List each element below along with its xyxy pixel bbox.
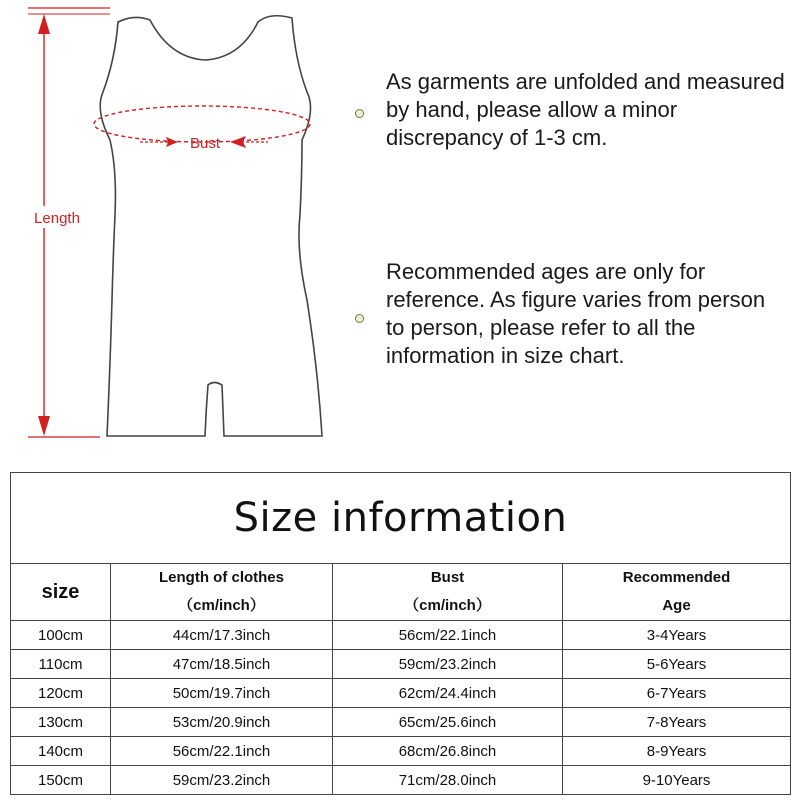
table-row <box>11 737 791 766</box>
cell-size: 130cm <box>11 708 111 737</box>
table-row <box>11 766 791 795</box>
cell-bust: 65cm/25.6inch <box>333 708 563 737</box>
cell-length: 53cm/20.9inch <box>111 708 333 737</box>
table-header-row <box>11 564 791 621</box>
cell-size: 120cm <box>11 679 111 708</box>
table-title-row <box>11 473 791 564</box>
cell-age: 6-7Years <box>563 679 791 708</box>
cell-age: 7-8Years <box>563 708 791 737</box>
header-bust-line1: Bust <box>430 569 465 586</box>
cell-age: 8-9Years <box>563 737 791 766</box>
header-bust-line2: （cm/inch） <box>404 597 491 614</box>
length-label: Length <box>34 210 80 227</box>
table-row <box>11 679 791 708</box>
cell-length: 50cm/19.7inch <box>111 679 333 708</box>
cell-length: 56cm/22.1inch <box>111 737 333 766</box>
header-length <box>111 564 333 621</box>
table-title: Size information <box>11 473 791 564</box>
cell-age: 9-10Years <box>563 766 791 795</box>
table-row <box>11 650 791 679</box>
header-length-line2: （cm/inch） <box>178 597 265 614</box>
header-age-line1: Recommended <box>622 569 731 586</box>
note-measurement-text: As garments are unfolded and measured by hand, please allow a minor discrepancy of 1-3 cm. <box>386 69 785 150</box>
note-age-text: Recommended ages are only for reference. As figure varies from person to person, please refer to all the information in size chart. <box>386 259 766 368</box>
cell-bust: 59cm/23.2inch <box>333 650 563 679</box>
cell-bust: 56cm/22.1inch <box>333 621 563 650</box>
bullet-icon <box>355 314 364 323</box>
header-bust <box>333 564 563 621</box>
length-arrow-down-icon <box>38 416 50 436</box>
cell-size: 150cm <box>11 766 111 795</box>
header-age-line2: Age <box>662 597 691 614</box>
cell-size: 140cm <box>11 737 111 766</box>
size-table <box>10 472 791 795</box>
bodysuit-outline <box>100 16 322 436</box>
cell-size: 100cm <box>11 621 111 650</box>
bullet-icon <box>355 109 364 118</box>
cell-age: 3-4Years <box>563 621 791 650</box>
header-size: size <box>11 564 111 621</box>
cell-bust: 62cm/24.4inch <box>333 679 563 708</box>
note-age <box>386 258 786 370</box>
bust-label: Bust <box>189 135 221 152</box>
garment-diagram <box>0 0 340 450</box>
cell-length: 59cm/23.2inch <box>111 766 333 795</box>
length-arrow-up-icon <box>38 14 50 34</box>
note-measurement <box>386 68 786 152</box>
table-row <box>11 708 791 737</box>
cell-bust: 68cm/26.8inch <box>333 737 563 766</box>
table-row <box>11 621 791 650</box>
header-length-line1: Length of clothes <box>159 569 284 586</box>
cell-age: 5-6Years <box>563 650 791 679</box>
cell-length: 44cm/17.3inch <box>111 621 333 650</box>
header-age <box>563 564 791 621</box>
cell-size: 110cm <box>11 650 111 679</box>
cell-bust: 71cm/28.0inch <box>333 766 563 795</box>
cell-length: 47cm/18.5inch <box>111 650 333 679</box>
